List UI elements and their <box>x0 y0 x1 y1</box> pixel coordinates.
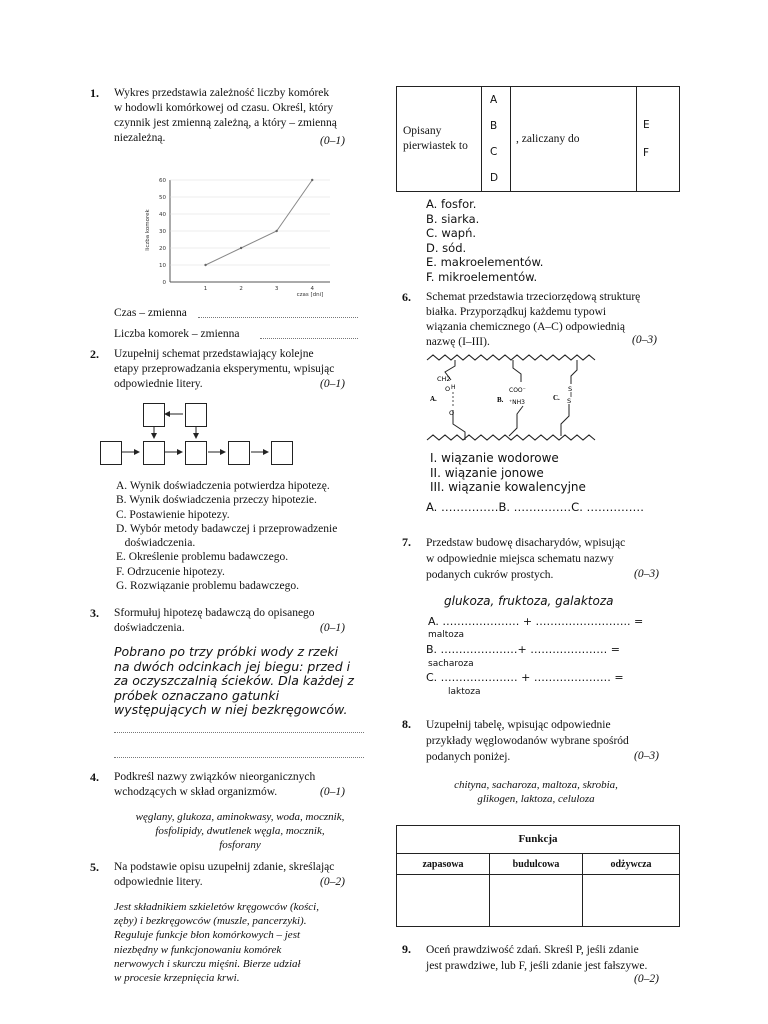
chart-y-tick-label: 0 <box>162 280 166 286</box>
question-6-line: Schemat przedstawia trzeciorzędową strukturę <box>426 291 641 303</box>
option-item: E. makroelementów. <box>426 255 544 269</box>
option-item: doświadczenia. <box>116 537 196 550</box>
answer-label-liczba: Liczba komorek – zmienna <box>114 328 240 340</box>
question-6-line: białka. Przyporządkuj każdemu typowi <box>426 306 607 318</box>
table-col-budulcowa: budulcowa <box>490 854 583 875</box>
question-7-sugars: glukoza, fruktoza, galaktoza <box>444 594 614 608</box>
question-1-number: 1. <box>90 86 99 100</box>
question-7-number: 7. <box>402 535 411 549</box>
carbohydrate-line: chityna, sacharoza, maltoza, skrobia, <box>454 779 618 791</box>
question-9-prompt <box>426 942 690 974</box>
option-item: D. sód. <box>426 240 467 255</box>
label-bond-b: B. <box>497 396 504 404</box>
option-item: F. mikroelementów. <box>426 269 538 284</box>
question-4-points: (0–1) <box>320 786 345 798</box>
question-3-points: (0–1) <box>320 622 345 634</box>
description-line: Reguluje funkcje błon komórkowych – jest <box>114 929 301 942</box>
label-carboxylate: COO⁻ <box>509 387 526 394</box>
question-8-points: (0–3) <box>634 750 659 762</box>
question-8-line: Uzupełnij tabelę, wpisując odpowiednie <box>426 719 611 731</box>
label-oxygen: O <box>445 385 451 393</box>
letters-cell-1 <box>482 87 511 192</box>
disaccharide-a-name: maltoza <box>428 630 465 640</box>
question-8-number: 8. <box>402 717 411 731</box>
question-1-line: w hodowli komórkowej od czasu. Określ, który <box>114 102 334 114</box>
backbone-top <box>427 355 595 360</box>
chart-data-point <box>311 179 313 181</box>
element-options <box>426 197 543 284</box>
description-line: nerwowych i skurczu mięśni. Bierze udział <box>114 957 301 970</box>
option-item: G. Rozwiązanie problemu badawczego. <box>116 580 299 593</box>
description-line: w procesie krzepnięcia krwi. <box>114 972 240 985</box>
description-line: występujących w niej bezkręgowców. <box>114 702 348 718</box>
question-5-line: Na podstawie opisu uzupełnij zdanie, skreślając <box>114 861 335 873</box>
carbohydrate-list <box>416 778 656 806</box>
compound-line[interactable]: fosforany <box>219 839 261 851</box>
option-item: II. wiązanie jonowe <box>430 465 544 480</box>
question-6-answer[interactable]: A. ……………B. ……………C. …………… <box>426 500 645 514</box>
choice-letter-b[interactable]: B <box>490 120 498 132</box>
chart-y-tick-label: 10 <box>159 263 166 269</box>
protein-structure-diagram <box>425 352 605 444</box>
middle-cell <box>511 87 637 192</box>
disaccharide-b-equation[interactable]: B. …………………+ ………………… = <box>426 643 620 656</box>
question-2-line: odpowiednie litery. <box>114 378 203 390</box>
option-item: E. Określenie problemu badawczego. <box>116 551 289 564</box>
choice-letter-a[interactable]: A <box>490 94 498 106</box>
description-line: zęby) i bezkręgowców (muszle, pancerzyki). <box>114 915 307 928</box>
answer-cell-odzywcza[interactable] <box>583 875 680 927</box>
middle-text: , zaliczany do <box>516 132 580 145</box>
description-line: Pobrano po trzy próbki wody z rzeki <box>114 644 339 659</box>
question-5-points: (0–2) <box>320 876 345 888</box>
option-item: B. Wynik doświadczenia przeczy hipotezie. <box>116 494 317 507</box>
scheme-box[interactable] <box>185 403 207 427</box>
question-5-number: 5. <box>90 860 99 874</box>
chart-points <box>204 179 313 266</box>
question-3-line: doświadczenia. <box>114 622 185 634</box>
question-3-line: Sformułuj hipotezę badawczą do opisanego <box>114 607 315 619</box>
carbohydrate-function-table <box>396 825 680 927</box>
scheme-box[interactable] <box>185 441 207 465</box>
letters-cell-2 <box>637 87 680 192</box>
option-item: A. Wynik doświadczenia potwierdza hipotezę. <box>116 480 330 492</box>
question-1-answer-line-1[interactable] <box>114 306 358 321</box>
chart-x-tick-label: 4 <box>310 286 314 292</box>
question-3-number: 3. <box>90 606 99 620</box>
description-line: na dwóch odcinkach jej biegu: przed i <box>114 658 351 674</box>
chart-ylabel: liczba komorek <box>145 209 151 251</box>
question-1-line: czynnik jest zmienną zależną, a który – zmienną <box>114 117 337 129</box>
scheme-box[interactable] <box>143 441 165 465</box>
option-item: D. Wybór metody badawczej i przeprowadzenie <box>116 522 338 535</box>
question-1-line: niezależną. <box>114 132 166 144</box>
answer-dotted-line <box>198 317 358 318</box>
disaccharide-b-name: sacharoza <box>428 659 474 669</box>
question-7-line: w odpowiednie miejsca schematu nazwy <box>426 553 614 565</box>
description-line: próbek oznaczano gatunki <box>114 687 280 703</box>
question-3-description <box>114 645 374 718</box>
answer-dotted-line <box>260 338 358 339</box>
label-oxygen-lower: O <box>449 409 455 417</box>
description-line: niezbędny w funkcjonowaniu komórek <box>114 943 282 956</box>
question-1-points: (0–1) <box>320 135 345 147</box>
option-item: A. fosfor. <box>426 197 477 211</box>
element-choice-table <box>396 86 680 192</box>
chart-y-tick-label: 20 <box>159 246 166 252</box>
question-4-line: wchodzących w skład organizmów. <box>114 786 278 798</box>
compound-line[interactable]: węglany, glukoza, aminokwasy, woda, mocznik, <box>135 811 345 823</box>
question-4-line: Podkreśl nazwy związków nieorganicznych <box>114 771 316 783</box>
question-8-line: podanych poniżej. <box>426 751 511 763</box>
question-6-number: 6. <box>402 290 411 304</box>
table-label-cell <box>397 87 482 192</box>
carbohydrate-line: glikogen, laktoza, celuloza <box>477 793 595 805</box>
question-2-options <box>116 479 376 593</box>
chart-y-ticks <box>159 178 167 286</box>
chart-data-point <box>240 247 242 249</box>
chart-gridlines <box>170 180 330 265</box>
question-2-line: etapy przeprowadzania eksperymentu, wpisując <box>114 363 335 375</box>
scheme-box[interactable] <box>100 441 122 465</box>
label-hydrogen: H <box>451 384 456 391</box>
table-label-line: pierwiastek to <box>403 140 468 152</box>
choice-letter-d[interactable]: D <box>490 172 499 184</box>
label-bond-a: A. <box>430 395 437 403</box>
table-label-line: Opisany <box>403 125 442 137</box>
label-sulfur-2: S <box>567 397 572 405</box>
question-8-line: przykłady węglowodanów wybrane spośród <box>426 735 629 747</box>
question-2-line: Uzupełnij schemat przedstawiający kolejne <box>114 348 314 360</box>
question-7-points: (0–3) <box>634 568 659 580</box>
label-ammonium: ⁺NH3 <box>509 399 525 406</box>
bond-type-options <box>430 451 586 495</box>
option-item: I. wiązanie wodorowe <box>430 451 559 465</box>
question-5-description <box>114 900 374 985</box>
question-1-line: Wykres przedstawia zależność liczby komórek <box>114 87 330 99</box>
disaccharide-c-name: laktoza <box>448 687 481 697</box>
cell-count-chart <box>140 172 340 302</box>
question-9-line: Oceń prawdziwość zdań. Skreśl P, jeśli zdanie <box>426 944 639 956</box>
question-6-points: (0–3) <box>632 334 657 346</box>
question-4-number: 4. <box>90 770 99 784</box>
option-item: III. wiązanie kowalencyjne <box>430 480 586 494</box>
scheme-box[interactable] <box>228 441 250 465</box>
option-item: B. siarka. <box>426 211 480 226</box>
chart-y-tick-label: 30 <box>159 229 166 235</box>
compound-line[interactable]: fosfolipidy, dwutlenek węgla, mocznik, <box>155 825 325 837</box>
table-col-zapasowa: zapasowa <box>397 854 490 875</box>
question-9-number: 9. <box>402 942 411 956</box>
option-item: C. Postawienie hipotezy. <box>116 508 230 521</box>
question-6-line: nazwę (I–III). <box>426 336 490 348</box>
label-bond-c: C. <box>553 394 560 402</box>
choice-letter-f[interactable]: F <box>643 147 650 159</box>
answer-dotted-line[interactable] <box>114 732 364 733</box>
answer-dotted-line[interactable] <box>114 757 364 758</box>
question-9-points: (0–2) <box>634 973 659 985</box>
backbone-bottom <box>427 435 595 440</box>
chart-x-tick-label: 1 <box>203 286 208 292</box>
label-sulfur-1: S <box>568 385 573 393</box>
question-1-answer-line-2[interactable] <box>114 327 358 342</box>
chart-xlabel: czas [dni] <box>296 292 324 298</box>
chart-y-tick-label: 40 <box>159 212 166 218</box>
disaccharide-c-equation[interactable]: C. ………………… + ………………… = <box>426 671 624 684</box>
question-2-number: 2. <box>90 347 99 361</box>
scheme-box[interactable] <box>143 403 165 427</box>
answer-cell-budulcowa[interactable] <box>490 875 583 927</box>
chart-x-tick-label: 3 <box>274 286 279 292</box>
scheme-box[interactable] <box>271 441 293 465</box>
label-ch2: CH2 <box>437 375 451 383</box>
option-item: C. wapń. <box>426 226 477 240</box>
table-col-odzywcza: odżywcza <box>583 854 680 875</box>
answer-cell-zapasowa[interactable] <box>397 875 490 927</box>
disaccharide-a-equation[interactable]: A. ………………… + …………………….. = <box>428 615 644 628</box>
answer-label-czas: Czas – zmienna <box>114 307 187 319</box>
description-line: Jest składnikiem szkieletów kręgowców (kości, <box>114 901 319 913</box>
choice-letter-c[interactable]: C <box>490 146 498 158</box>
question-7-line: podanych cukrów prostych. <box>426 569 554 581</box>
question-2-points: (0–1) <box>320 378 345 390</box>
question-9-line: jest prawdziwe, lub F, jeśli zdanie jest fałszywe. <box>426 960 648 972</box>
option-item: F. Odrzucenie hipotezy. <box>116 565 225 578</box>
chart-data-point <box>204 264 206 266</box>
question-6-line: wiązania chemicznego (A–C) odpowiednią <box>426 321 625 333</box>
chart-data-point <box>275 230 277 232</box>
choice-letter-e[interactable]: E <box>643 119 650 131</box>
table-header-funkcja: Funkcja <box>397 826 680 854</box>
chart-series-line <box>206 180 313 265</box>
chart-y-tick-label: 60 <box>159 178 166 184</box>
chart-y-tick-label: 50 <box>159 195 166 201</box>
question-5-line: odpowiednie litery. <box>114 876 203 888</box>
question-4-compound-list[interactable] <box>100 810 380 852</box>
chart-x-tick-label: 2 <box>239 286 243 292</box>
description-line: za oczyszczalnią ścieków. Dla każdej z <box>114 673 354 689</box>
question-7-line: Przedstaw budowę disacharydów, wpisując <box>426 537 626 549</box>
